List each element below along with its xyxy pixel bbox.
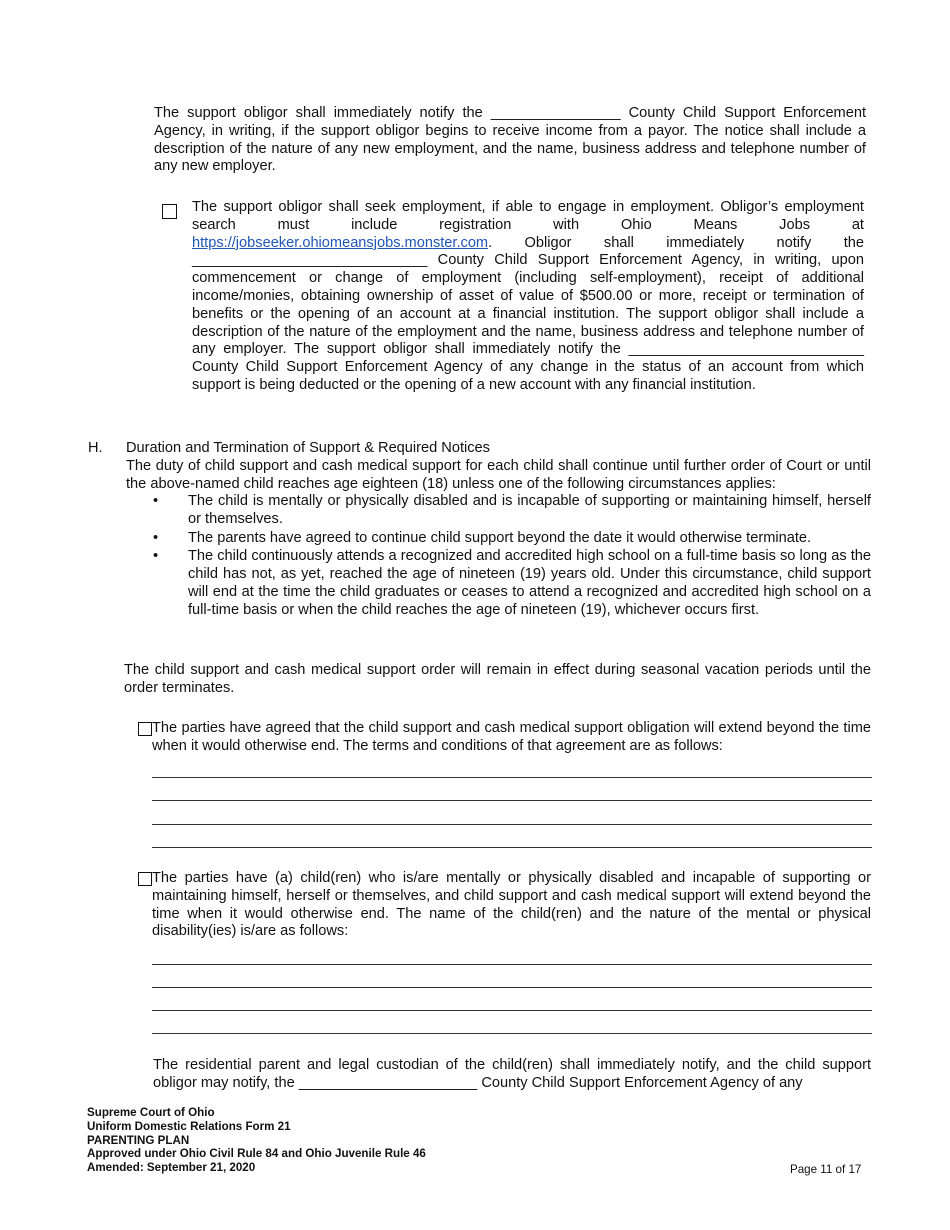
agreed-extension-checkbox[interactable] — [138, 722, 152, 736]
disability-details-line[interactable] — [152, 1010, 872, 1011]
seek-employment-text-a: The support obligor shall seek employment, if able to engage in employment. Obligor’s employment search must include registration with Ohio Means Jobs at — [192, 199, 864, 233]
bullet-icon: • — [153, 548, 159, 565]
form-footer — [87, 1106, 426, 1175]
disabled-children-checkbox[interactable] — [138, 872, 152, 886]
disabled-children-paragraph: The parties have (a) child(ren) who is/are mentally or physically disabled and incapable of supporting or maintaining himself, herself or themselves, and child support and cash medical support will extend beyond the time when it would otherwise end. The name of the child(ren) and the nature of the mental or physical disability(ies) is/are as follows: — [152, 870, 871, 940]
disability-details-line[interactable] — [152, 1033, 872, 1034]
disability-details-line[interactable] — [152, 964, 872, 965]
seasonal-vacation-paragraph: The child support and cash medical support order will remain in effect during seasonal vacation periods until the order terminates. — [124, 662, 871, 696]
footer-form-title: PARENTING PLAN — [87, 1133, 190, 1147]
termination-exceptions-list — [150, 493, 871, 621]
list-item — [150, 548, 871, 619]
page-number: Page 11 of 17 — [790, 1163, 862, 1176]
footer-form-number: Uniform Domestic Relations Form 21 — [87, 1119, 291, 1133]
footer-approval: Approved under Ohio Civil Rule 84 and Ohio Juvenile Rule 46 — [87, 1147, 426, 1161]
duration-intro-paragraph: The duty of child support and cash medical support for each child shall continue until further order of Court or until the above-named child reaches age eighteen (18) unless one of the following circumstances applies: — [126, 458, 871, 492]
seek-employment-paragraph — [192, 199, 864, 395]
agreement-terms-line[interactable] — [152, 800, 872, 801]
seek-employment-text-b: . Obligor shall immediately notify the _____________________________ County Child Support Enforcement Agency, in writing, upon commencement or change of employment (including self-employment), receipt of additional income/monies, obtaining ownership of asset of value of $500.00 or more, receipt or termination of benefits or the opening of an account at a financial institution. The support obligor shall include a description of the nature of the employment and the name, business address and telephone number of any employer. The support obligor shall immediately notify the _____________________________ County Child Support Enforcement Agency of any change in the status of an account from which support is being deducted or the opening of a new account with any financial institution. — [192, 234, 864, 393]
list-item-text: The child continuously attends a recognized and accredited high school on a full-time basis so long as the child has not, as yet, reached the age of nineteen (19) years old. Under this circumstance, child support will end at the time the child graduates or ceases to attend a recognized and accredited high school on a full-time basis or when the child reaches the age of nineteen (19), whichever occurs first. — [188, 548, 871, 618]
list-item-text: The parents have agreed to continue child support beyond the date it would otherwise terminate. — [188, 529, 812, 546]
footer-amended-date: Amended: September 21, 2020 — [87, 1161, 256, 1175]
bullet-icon: • — [153, 529, 159, 546]
seek-employment-checkbox[interactable] — [162, 204, 177, 219]
list-item-text: The child is mentally or physically disabled and is incapable of supporting or maintaining himself, herself or themselves. — [188, 493, 871, 527]
agreement-terms-line[interactable] — [152, 777, 872, 778]
list-item — [150, 530, 871, 548]
disability-details-line[interactable] — [152, 987, 872, 988]
footer-court: Supreme Court of Ohio — [87, 1106, 215, 1119]
list-item — [150, 493, 871, 529]
bullet-icon: • — [153, 493, 159, 509]
residential-notify-paragraph: The residential parent and legal custodian of the child(ren) shall immediately notify, and the child support obligor may notify, the ______________________ County Child Support Enforcement Agency of any — [153, 1057, 871, 1091]
section-h-title: Duration and Termination of Support & Required Notices — [126, 440, 490, 456]
agreement-terms-line[interactable] — [152, 824, 872, 825]
ohio-means-jobs-link[interactable]: https://jobseeker.ohiomeansjobs.monster.com — [192, 234, 489, 251]
section-h-number: H. — [88, 440, 103, 456]
agreed-extension-paragraph: The parties have agreed that the child support and cash medical support obligation will extend beyond the time when it would otherwise end. The terms and conditions of that agreement are as follows: — [152, 720, 871, 754]
notify-income-paragraph: The support obligor shall immediately notify the ________________ County Child Support Enforcement Agency, in writing, if the support obligor begins to receive income from a payor. The notice shall include a description of the nature of any new employment, and the name, business address and telephone number of any new employer. — [154, 105, 866, 175]
agreement-terms-line[interactable] — [152, 847, 872, 848]
